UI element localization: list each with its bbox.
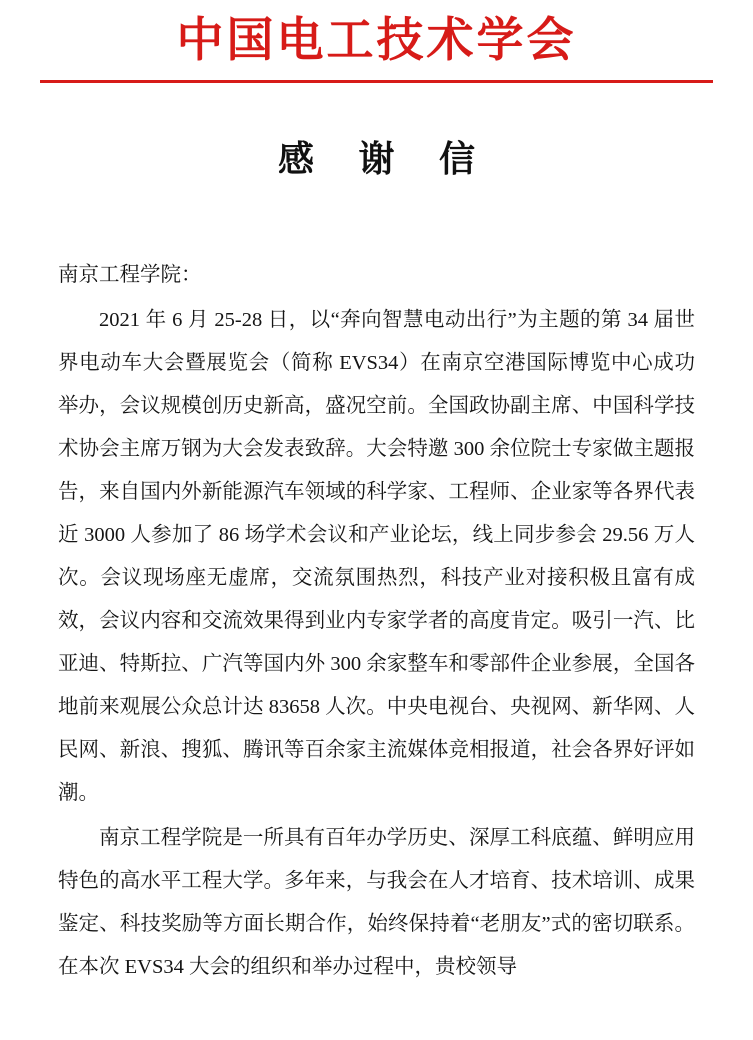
- body-paragraph: 2021 年 6 月 25-28 日，以“奔向智慧电动出行”为主题的第 34 届世界电动车大会暨展览会（简称 EVS34）在南京空港国际博览中心成功举办，会议规模创历史新高，盛况空前。全国政协副主席、中国科学技术协会主席万钢为大会发表致辞。大会特邀 300 余位院士专家做主题报告，来自国内外新能源汽车领域的科学家、工程师、企业家等各界代表近 3000 人参加了 86 场学术会议和产业论坛，线上同步参会 29.56 万人次。会议现场座无虚席，交流氛围热烈，科技产业对接积极且富有成效，会议内容和交流效果得到业内专家学者的高度肯定。吸引一汽、比亚迪、特斯拉、广汽等国内外 300 余家整车和零部件企业参展，全国各地前来观展公众总计达 83658 人次。中央电视台、央视网、新华网、人民网、新浪、搜狐、腾讯等百余家主流媒体竞相报道，社会各界好评如潮。: [58, 309, 695, 805]
- organization-name: 中国电工技术学会: [176, 13, 577, 68]
- letterhead: [0, 0, 753, 83]
- letterhead-divider: [40, 80, 713, 83]
- page-title: 感 谢 信: [277, 138, 492, 181]
- letter-body: [58, 182, 695, 989]
- body-paragraph: 南京工程学院是一所具有百年办学历史、深厚工科底蕴、鲜明应用特色的高水平工程大学。多年来，与我会在人才培育、技术培训、成果鉴定、科技奖励等方面长期合作，始终保持着“老朋友”式的密切联系。在本次 EVS34 大会的组织和举办过程中，贵校领导: [58, 827, 695, 979]
- salutation: 南京工程学院：: [58, 264, 202, 287]
